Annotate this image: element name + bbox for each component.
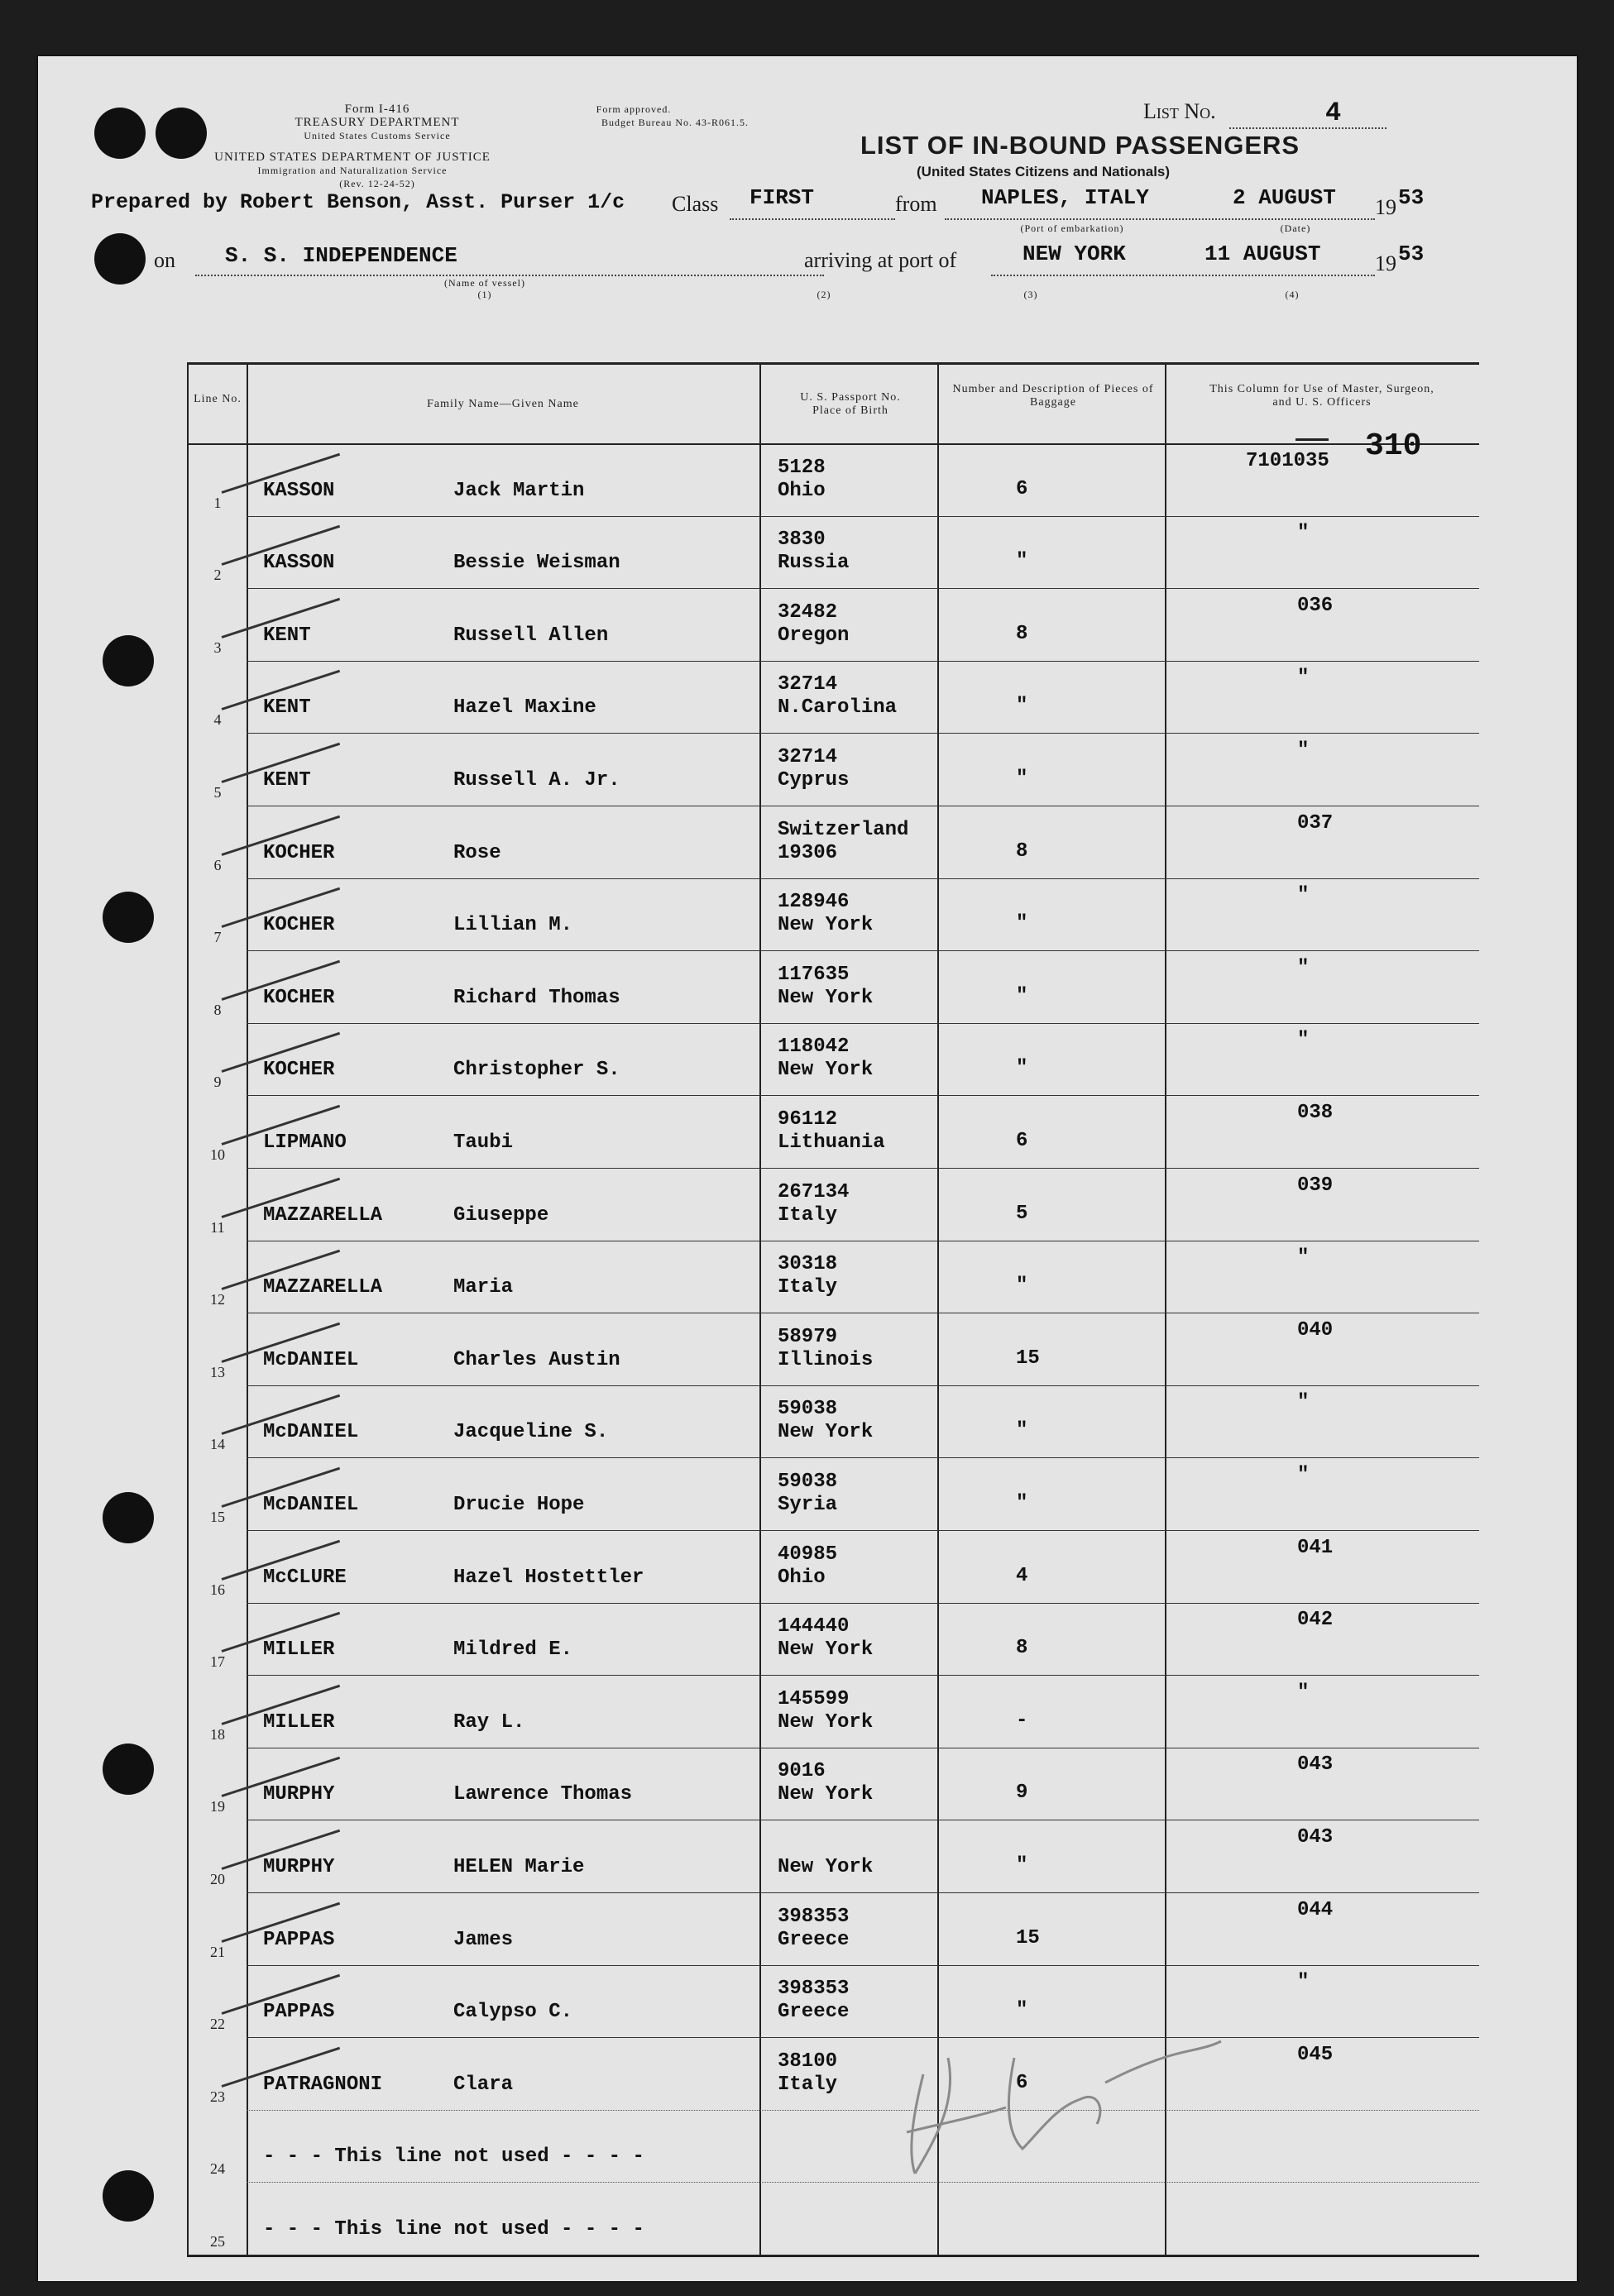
line-number: 21: [210, 1943, 225, 1960]
table-row: [189, 878, 1479, 951]
officer-entry: ": [1297, 667, 1310, 690]
arrival-port: NEW YORK: [1023, 242, 1126, 266]
place-of-birth: Ohio: [778, 1566, 826, 1589]
given-name: Drucie Hope: [453, 1493, 585, 1516]
given-name: Charles Austin: [453, 1348, 620, 1371]
inspector-signature: [890, 2008, 1238, 2190]
passport-number: 59038: [778, 1470, 838, 1493]
officer-entry: 043: [1297, 1825, 1334, 1849]
family-name: KASSON: [263, 552, 335, 575]
officer-entry: ": [1297, 1681, 1310, 1704]
given-name: Russell Allen: [453, 624, 609, 647]
given-name: Russell A. Jr.: [453, 768, 620, 792]
header-name: Family Name—Given Name: [427, 398, 579, 410]
passport-number: 398353: [778, 1978, 850, 2001]
place-of-birth: N.Carolina: [778, 696, 898, 720]
family-name: KENT: [263, 768, 311, 792]
family-name: MURPHY: [263, 1783, 335, 1806]
line-number: 24: [210, 2160, 225, 2178]
year-prefix: 19: [1375, 195, 1396, 219]
officer-entry: 041: [1297, 1536, 1334, 1559]
ins-service: Immigration and Naturalization Service: [257, 165, 448, 176]
baggage-count: 4: [1016, 1564, 1028, 1587]
given-name: Mildred E.: [453, 1638, 573, 1662]
customs-service: United States Customs Service: [304, 130, 451, 141]
table-row: [189, 443, 1479, 516]
year-value: 53: [1398, 185, 1425, 210]
header-passport: U. S. Passport No. Place of Birth: [800, 391, 901, 417]
table-row: [189, 588, 1479, 661]
table-row: [189, 1241, 1479, 1313]
table-row: [189, 806, 1479, 878]
family-name: KENT: [263, 696, 311, 720]
officer-entry: ": [1297, 1391, 1310, 1414]
line-number: 23: [210, 2088, 225, 2105]
table-row: [189, 1457, 1479, 1530]
passport-number: 398353: [778, 1905, 850, 1928]
officer-entry: ": [1297, 1463, 1310, 1486]
officer-entry: ": [1297, 1029, 1310, 1052]
place-of-birth: New York: [778, 986, 874, 1009]
given-name: Lillian M.: [453, 914, 573, 937]
place-of-birth: New York: [778, 1783, 874, 1806]
place-of-birth: Ohio: [778, 479, 826, 502]
place-of-birth: Syria: [778, 1493, 838, 1516]
family-name: KENT: [263, 624, 311, 647]
table-row: [189, 950, 1479, 1023]
passport-number: 96112: [778, 1107, 838, 1131]
table-row: [189, 661, 1479, 734]
form-number: Form I-416: [344, 103, 410, 116]
family-name: KOCHER: [263, 1059, 335, 1082]
from-label: from: [895, 192, 937, 216]
given-name: Giuseppe: [453, 1203, 549, 1227]
prepared-by: Prepared by Robert Benson, Asst. Purser 1/c: [91, 190, 625, 214]
treasury-dept: TREASURY DEPARTMENT: [295, 116, 460, 129]
officer-entry: ": [1297, 956, 1310, 979]
table-row: [189, 1748, 1479, 1820]
budget-bureau: Budget Bureau No. 43-R061.5.: [601, 117, 749, 128]
baggage-count: ": [1016, 695, 1028, 718]
arrival-date: 11 AUGUST: [1205, 242, 1321, 266]
column-number-3: (3): [1023, 289, 1038, 300]
table-row: [189, 1603, 1479, 1676]
given-name: Hazel Maxine: [453, 696, 596, 720]
passport-number: 3830: [778, 529, 826, 552]
date-value: 2 AUGUST: [1233, 185, 1336, 210]
from-value: NAPLES, ITALY: [981, 185, 1149, 210]
line-number: 5: [213, 783, 222, 801]
officer-entry: 042: [1297, 1609, 1334, 1632]
baggage-count: ": [1016, 1419, 1028, 1442]
line-number: 1: [213, 494, 222, 511]
punch-hole: [103, 892, 154, 943]
place-of-birth: Cyprus: [778, 768, 850, 792]
place-of-birth: Italy: [778, 1276, 838, 1299]
year2-prefix: 19: [1375, 251, 1396, 275]
baggage-count: ": [1016, 1854, 1028, 1877]
table-row: [189, 1385, 1479, 1458]
passport-number: 58979: [778, 1325, 838, 1348]
table-row: [189, 1168, 1479, 1241]
baggage-count: -: [1016, 1709, 1028, 1732]
revision-date: (Rev. 12-24-52): [339, 178, 415, 189]
passport-number: 59038: [778, 1398, 838, 1421]
family-name: McCLURE: [263, 1566, 347, 1589]
officer-entry: ": [1297, 739, 1310, 762]
line-number: 17: [210, 1653, 225, 1671]
baggage-count: ": [1016, 1999, 1028, 2022]
column-number-4: (4): [1285, 289, 1300, 300]
baggage-count: 9: [1016, 1782, 1028, 1805]
passport-number: 9016: [778, 1760, 826, 1783]
place-of-birth: Illinois: [778, 1348, 874, 1371]
given-name: Jack Martin: [453, 479, 585, 502]
place-of-birth: Lithuania: [778, 1131, 885, 1154]
family-name: McDANIEL: [263, 1421, 359, 1444]
passport-number: 128946: [778, 891, 850, 914]
list-no-label: List No.: [1143, 99, 1216, 123]
line-number: 13: [210, 1363, 225, 1380]
baggage-count: 8: [1016, 622, 1028, 645]
table-row: [189, 2037, 1479, 2110]
family-name: PAPPAS: [263, 1928, 335, 1951]
given-name: Taubi: [453, 1131, 514, 1154]
officer-entry: 043: [1297, 1753, 1334, 1777]
line-number: 22: [210, 2016, 225, 2033]
line-number: 9: [213, 1074, 222, 1091]
column-number-2: (2): [817, 289, 831, 300]
baggage-count: ": [1016, 912, 1028, 935]
family-name: McDANIEL: [263, 1493, 359, 1516]
family-name: PAPPAS: [263, 2001, 335, 2024]
baggage-count: 15: [1016, 1926, 1040, 1949]
stamp-dash: [1296, 438, 1329, 441]
line-number: 6: [213, 856, 222, 873]
baggage-count: 6: [1016, 1129, 1028, 1152]
passport-number: 145599: [778, 1687, 850, 1710]
class-label: Class: [672, 192, 719, 216]
officer-entry: 044: [1297, 1898, 1334, 1921]
place-of-birth: Italy: [778, 1203, 838, 1227]
passport-number: 144440: [778, 1615, 850, 1638]
passport-number: 32714: [778, 745, 838, 768]
baggage-count: ": [1016, 550, 1028, 573]
passport-number: 267134: [778, 1180, 850, 1203]
table-row: [189, 516, 1479, 589]
header-line-no: Line No.: [194, 393, 242, 405]
unused-line-note: - - - This line not used - - - -: [263, 2145, 644, 2169]
passport-number: 117635: [778, 963, 850, 986]
port-embark-caption: (Port of embarkation): [1020, 222, 1124, 234]
date-caption: (Date): [1280, 222, 1311, 234]
given-name: Calypso C.: [453, 2001, 573, 2024]
page-number: 310: [1365, 428, 1422, 464]
given-name: Maria: [453, 1276, 514, 1299]
table-row: [189, 1675, 1479, 1748]
given-name: Lawrence Thomas: [453, 1783, 633, 1806]
class-value: FIRST: [750, 185, 815, 210]
vessel-name: S. S. INDEPENDENCE: [225, 243, 457, 268]
officer-entry: 039: [1297, 1174, 1334, 1197]
passport-number: 118042: [778, 1036, 850, 1059]
given-name: HELEN Marie: [453, 1855, 585, 1878]
family-name: MAZZARELLA: [263, 1276, 383, 1299]
table-row: [189, 1820, 1479, 1892]
place-of-birth: New York: [778, 1059, 874, 1082]
baggage-count: 8: [1016, 839, 1028, 863]
given-name: Hazel Hostettler: [453, 1566, 644, 1589]
table-row: [189, 1023, 1479, 1096]
family-name: LIPMANO: [263, 1131, 347, 1154]
punch-hole: [103, 1744, 154, 1795]
passport-number: 40985: [778, 1543, 838, 1566]
baggage-count: ": [1016, 1491, 1028, 1514]
vessel-caption: (Name of vessel): [444, 277, 525, 289]
line-number: 2: [213, 567, 222, 584]
place-of-birth: New York: [778, 1421, 874, 1444]
passport-number: 32714: [778, 673, 838, 696]
year2-value: 53: [1398, 242, 1425, 266]
family-name: MILLER: [263, 1710, 335, 1734]
header-officers: This Column for Use of Master, Surgeon, and U. S. Officers: [1209, 383, 1434, 409]
line-number: 8: [213, 1001, 222, 1018]
line-number: 11: [210, 1218, 225, 1236]
passport-number: 32482: [778, 600, 838, 624]
given-name: Rose: [453, 841, 501, 864]
line-number: 25: [210, 2232, 225, 2250]
table-row: [189, 2110, 1479, 2183]
baggage-count: 6: [1016, 2071, 1028, 2094]
table-row: [189, 1965, 1479, 2038]
family-name: MAZZARELLA: [263, 1203, 383, 1227]
officer-entry: ": [1297, 522, 1310, 545]
table-row: [189, 2182, 1479, 2255]
place-of-birth: Russia: [778, 552, 850, 575]
line-number: 7: [213, 929, 222, 946]
family-name: KOCHER: [263, 986, 335, 1009]
officer-entry: 036: [1297, 594, 1334, 617]
table-row: [189, 1530, 1479, 1603]
family-name: MURPHY: [263, 1855, 335, 1878]
given-name: James: [453, 1928, 514, 1951]
baggage-count: ": [1016, 1275, 1028, 1298]
line-number: 12: [210, 1291, 225, 1308]
family-name: McDANIEL: [263, 1348, 359, 1371]
officer-entry: ": [1297, 1246, 1310, 1270]
table-row: [189, 733, 1479, 806]
line-number: 14: [210, 1436, 225, 1453]
baggage-count: 5: [1016, 1202, 1028, 1225]
line-number: 20: [210, 1870, 225, 1887]
punch-hole: [103, 2170, 154, 2222]
family-name: KOCHER: [263, 841, 335, 864]
given-name: Clara: [453, 2073, 514, 2096]
document-title: LIST OF IN-BOUND PASSENGERS: [860, 131, 1300, 160]
family-name: MILLER: [263, 1638, 335, 1662]
given-name: Ray L.: [453, 1710, 525, 1734]
baggage-count: 8: [1016, 1637, 1028, 1660]
officer-entry: 037: [1297, 811, 1334, 835]
officer-entry: 038: [1297, 1101, 1334, 1124]
officer-entry: 045: [1297, 2043, 1334, 2066]
on-label: on: [154, 248, 175, 272]
line-number: 19: [210, 1798, 225, 1815]
passport-number: Switzerland: [778, 818, 909, 841]
line-number: 4: [213, 711, 222, 729]
place-of-birth: Italy: [778, 2073, 838, 2096]
justice-dept: UNITED STATES DEPARTMENT OF JUSTICE: [214, 151, 491, 164]
place-of-birth: New York: [778, 1855, 874, 1878]
table-row: [189, 1095, 1479, 1168]
baggage-count: 15: [1016, 1347, 1040, 1370]
line-number: 18: [210, 1725, 225, 1743]
officer-entry: ": [1297, 1971, 1310, 1994]
place-of-birth: Greece: [778, 2001, 850, 2024]
baggage-count: ": [1016, 984, 1028, 1007]
line-number: 15: [210, 1508, 225, 1525]
table-row: [189, 1892, 1479, 1965]
form-approved: Form approved.: [596, 103, 672, 115]
place-of-birth: Greece: [778, 1928, 850, 1951]
column-number-1: (1): [477, 289, 492, 300]
family-name: PATRAGNONI: [263, 2073, 383, 2096]
given-name: Richard Thomas: [453, 986, 620, 1009]
line-number: 10: [210, 1146, 225, 1163]
baggage-count: 6: [1016, 477, 1028, 500]
table-row: [189, 1313, 1479, 1385]
place-of-birth: New York: [778, 1638, 874, 1662]
place-of-birth: New York: [778, 914, 874, 937]
punch-hole: [103, 1492, 154, 1543]
punch-hole: [103, 635, 154, 686]
punch-hole: [94, 233, 146, 285]
given-name: Bessie Weisman: [453, 552, 620, 575]
arriving-label: arriving at port of: [804, 248, 957, 272]
given-name: Christopher S.: [453, 1059, 620, 1082]
passport-number: 38100: [778, 2050, 838, 2073]
manifest-sheet: [38, 56, 1577, 2281]
line-number: 3: [213, 639, 222, 656]
place-of-birth: 19306: [778, 841, 838, 864]
passport-number: 30318: [778, 1253, 838, 1276]
list-no-value: 4: [1325, 98, 1342, 128]
place-of-birth: New York: [778, 1710, 874, 1734]
place-of-birth: Oregon: [778, 624, 850, 647]
header-baggage: Number and Description of Pieces of Baggage: [952, 383, 1154, 409]
family-name: KOCHER: [263, 914, 335, 937]
unused-line-note: - - - This line not used - - - -: [263, 2217, 644, 2241]
passport-number: 5128: [778, 456, 826, 479]
line-number: 16: [210, 1581, 225, 1598]
officer-entry: 7101035: [1246, 449, 1329, 472]
punch-hole: [94, 108, 146, 159]
officer-entry: 040: [1297, 1318, 1334, 1342]
family-name: KASSON: [263, 479, 335, 502]
passenger-table: [187, 362, 1479, 2257]
given-name: Jacqueline S.: [453, 1421, 609, 1444]
baggage-count: ": [1016, 1057, 1028, 1080]
officer-entry: ": [1297, 884, 1310, 907]
document-subtitle: (United States Citizens and Nationals): [917, 164, 1171, 179]
baggage-count: ": [1016, 767, 1028, 790]
